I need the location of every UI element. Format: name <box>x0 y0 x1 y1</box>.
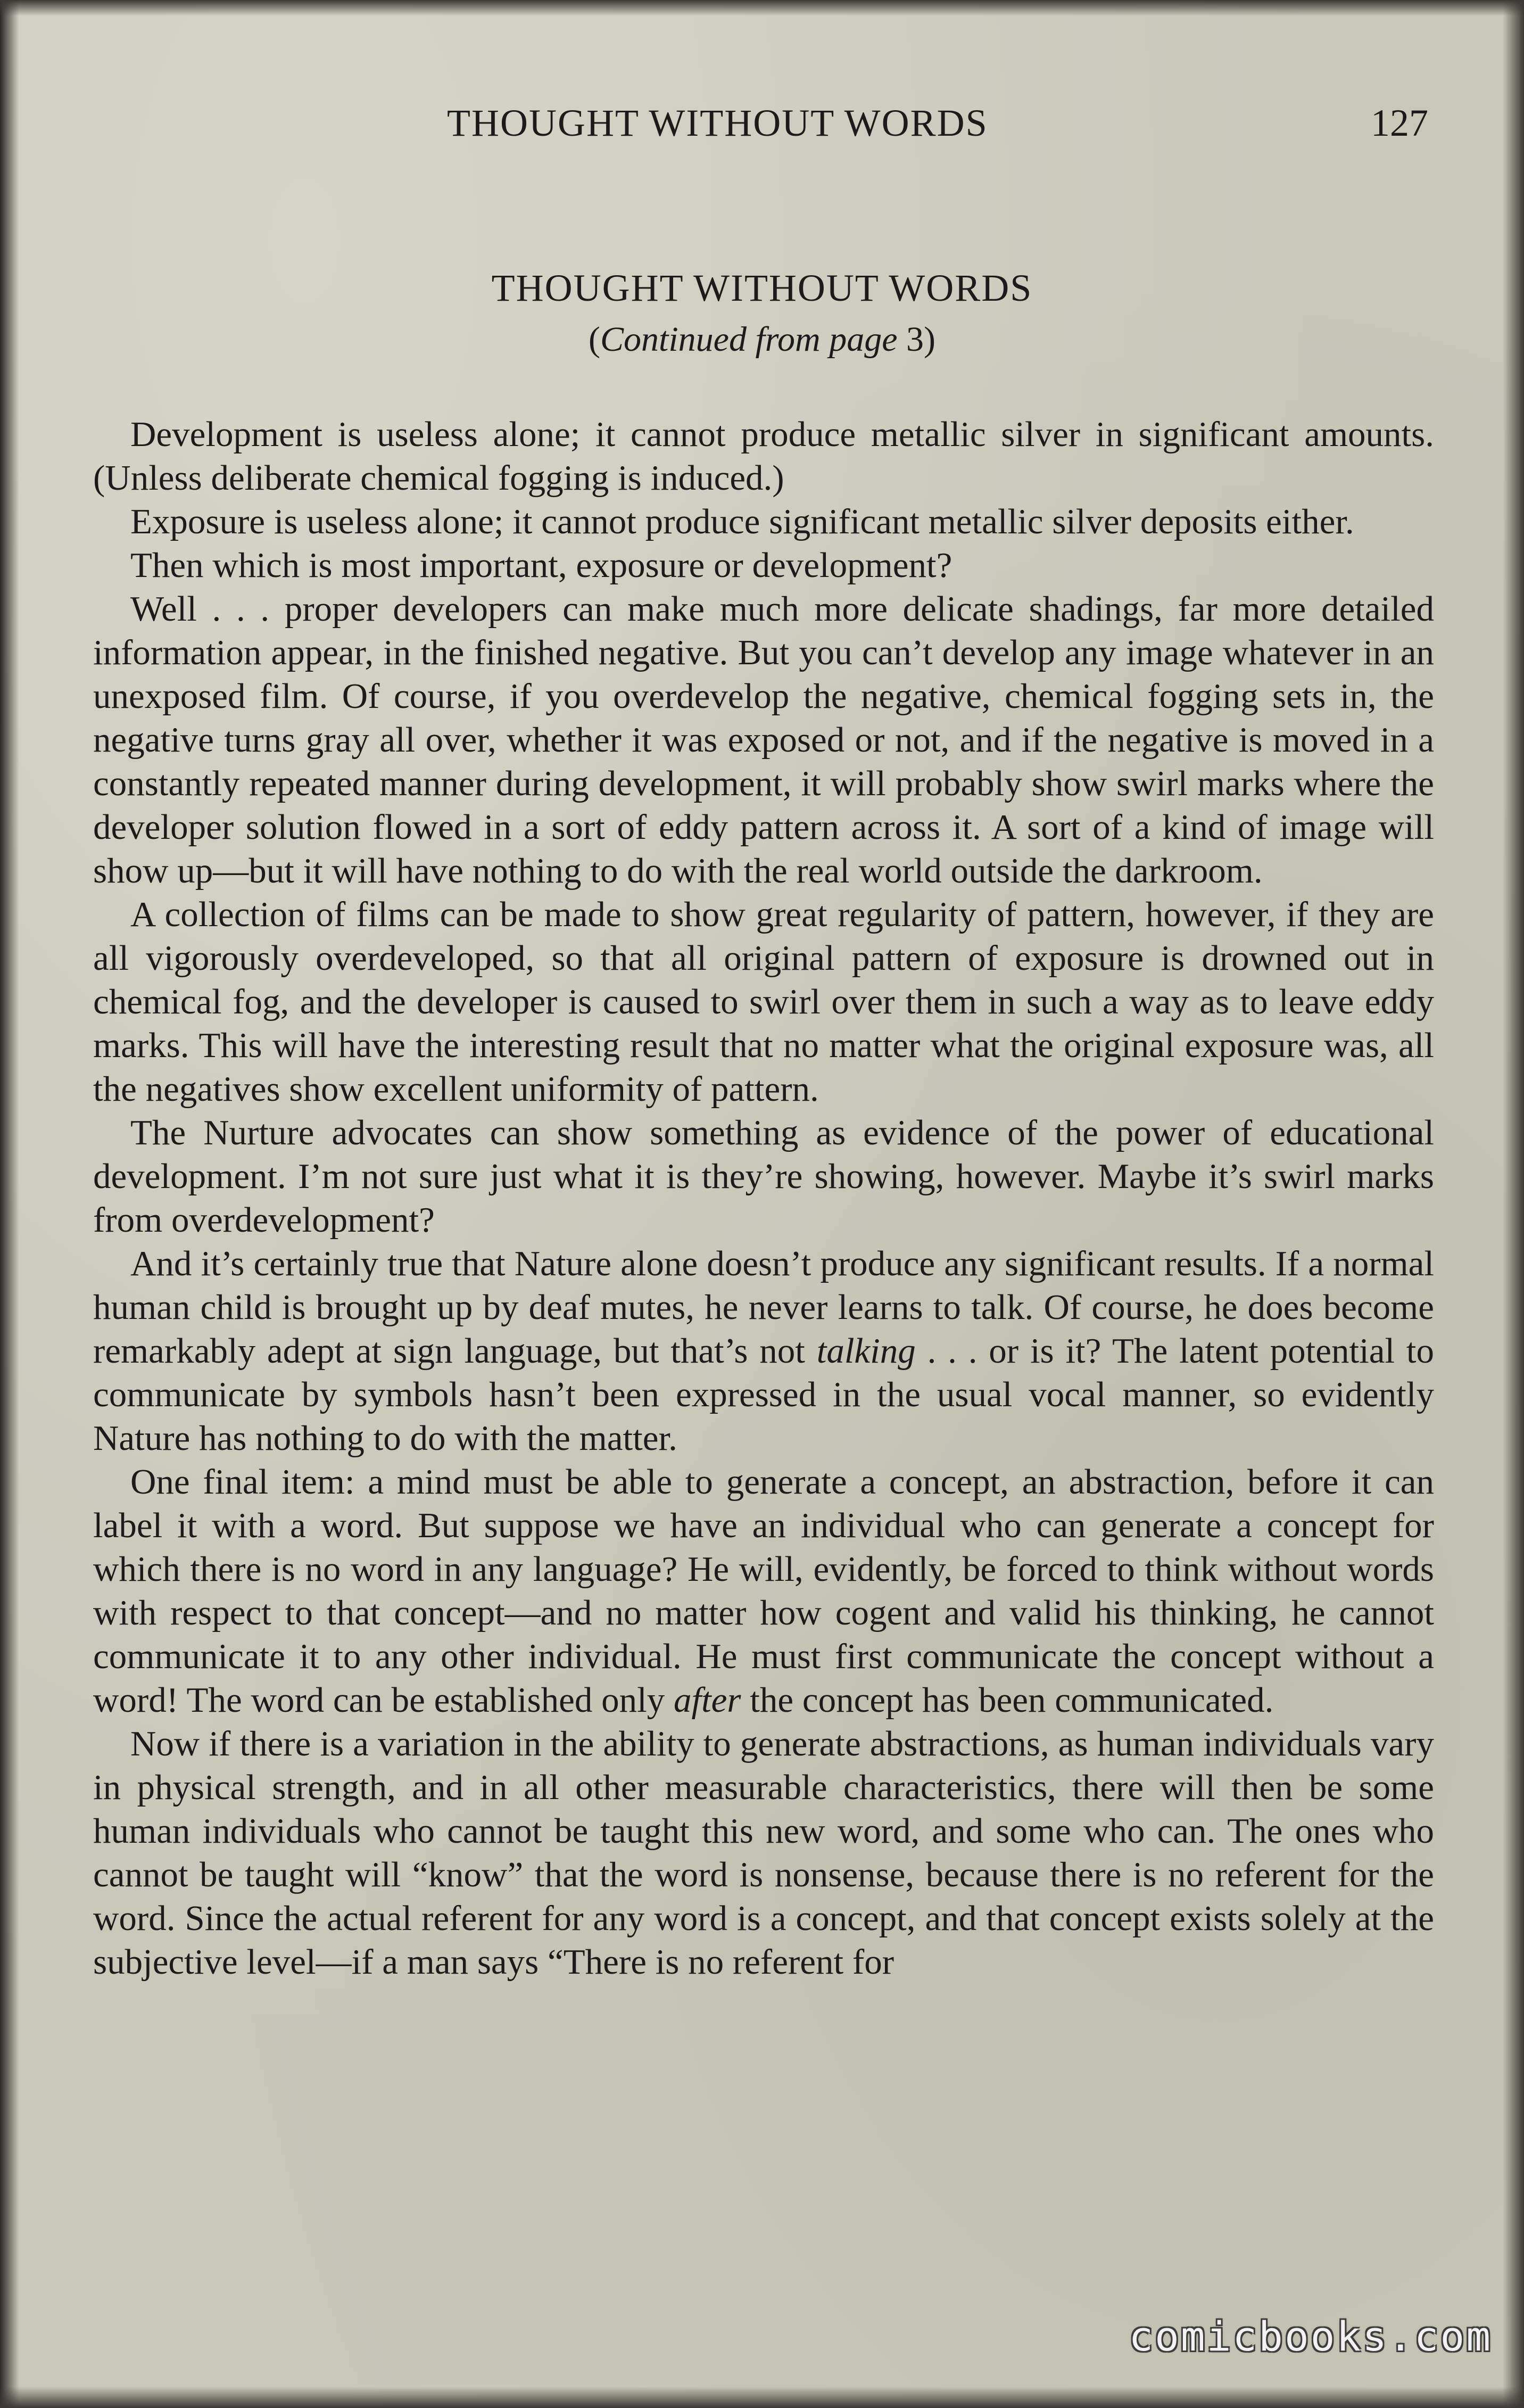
continued-prefix: ( <box>589 320 600 359</box>
continued-suffix: 3) <box>897 320 935 359</box>
article-title: THOUGHT WITHOUT WORDS <box>491 267 1033 309</box>
paragraph-4: Well . . . proper developers can make much more delicate shadings, far more detailed information appear, in the finished negative. But you can’t develop any image whatever in an unexposed film. Of course, if you overdevelop the negative, chemical fogging sets in, the negative turns gray all over, whether it was exposed or not, and if the negative is moved in a constantly repeated manner during development, it will probably show swirl marks where the developer solution flowed in a sort of eddy pattern across it. A sort of a kind of image will show up—but it will have nothing to do with the real world outside the darkroom. <box>93 589 1434 890</box>
watermark: comicbooks.com <box>1129 2313 1492 2360</box>
continued-italic: Continued from page <box>600 320 898 359</box>
paragraph-1: Development is useless alone; it cannot produce metallic silver in significant amounts. (Unless deliberate chemical fogging is induced.) <box>93 415 1434 498</box>
running-head: THOUGHT WITHOUT WORDS <box>447 102 988 144</box>
paragraph-8-text-b: the concept has been communicated. <box>741 1680 1274 1720</box>
page-edge-shadow-left <box>0 0 19 2408</box>
page-number: 127 <box>1371 102 1428 144</box>
paragraph-5: A collection of films can be made to show great regularity of pattern, however, if they are all vigorously overdeveloped, so that all original pattern of exposure is drowned out in chemical fog, and the developer is caused to swirl over them in such a way as to leave eddy marks. This will have the interesting result that no matter what the original exposure was, all the negatives show excellent uniformity of pattern. <box>93 895 1434 1109</box>
paragraph-9: Now if there is a variation in the ability to generate abstractions, as human individuals vary in physical strength, and in all other measurable characteristics, there will then be some human individuals who cannot be taught this new word, and some who can. The ones who cannot be taught will “know” that the word is nonsense, because there is no referent for the word. Since the actual referent for any word is a concept, and that concept exists solely at the subjective level—if a man says “There is no referent for <box>93 1724 1434 1982</box>
paragraph-6: The Nurture advocates can show something as evidence of the power of educational development. I’m not sure just what it is they’re showing, however. Maybe it’s swirl marks from overdevelopment? <box>93 1113 1434 1240</box>
continued-note <box>0 319 1524 360</box>
paragraph-7-text-a: And it’s certainly true that Nature alone doesn’t produce any significant results. If a normal human child is brought up by deaf mutes, he never learns to talk. Of course, he does become remarkably adept at sign language, but that’s not <box>93 1244 1434 1371</box>
paragraph-8-emphasis: after <box>673 1680 741 1720</box>
paragraph-2: Exposure is useless alone; it cannot produce significant metallic silver deposits either. <box>130 502 1354 541</box>
paragraph-7-text-b: . . . or is it? The latent potential to communicate by symbols hasn’t been expressed in the usual vocal manner, so evidently Nature has nothing to do with the matter. <box>93 1331 1434 1458</box>
paragraph-3: Then which is most important, exposure or development? <box>130 546 952 585</box>
paragraph-8 <box>93 1460 1434 1722</box>
page-edge-shadow-right <box>1503 0 1524 2408</box>
article-body <box>93 413 1434 1984</box>
paragraph-7 <box>93 1242 1434 1460</box>
page-edge-shadow-top <box>0 0 1524 16</box>
page-edge-shadow-bottom <box>0 2387 1524 2408</box>
paragraph-8-text-a: One final item: a mind must be able to generate a concept, an abstraction, before it can label it with a word. But suppose we have an individual who can generate a concept for which there is no word in any language? He will, evidently, be forced to think without words with respect to that concept—and no matter how cogent and valid his thinking, he cannot communicate it to any other individual. He must first communicate the concept without a word! The word can be established only <box>93 1462 1434 1720</box>
paragraph-7-emphasis: talking <box>816 1331 916 1371</box>
